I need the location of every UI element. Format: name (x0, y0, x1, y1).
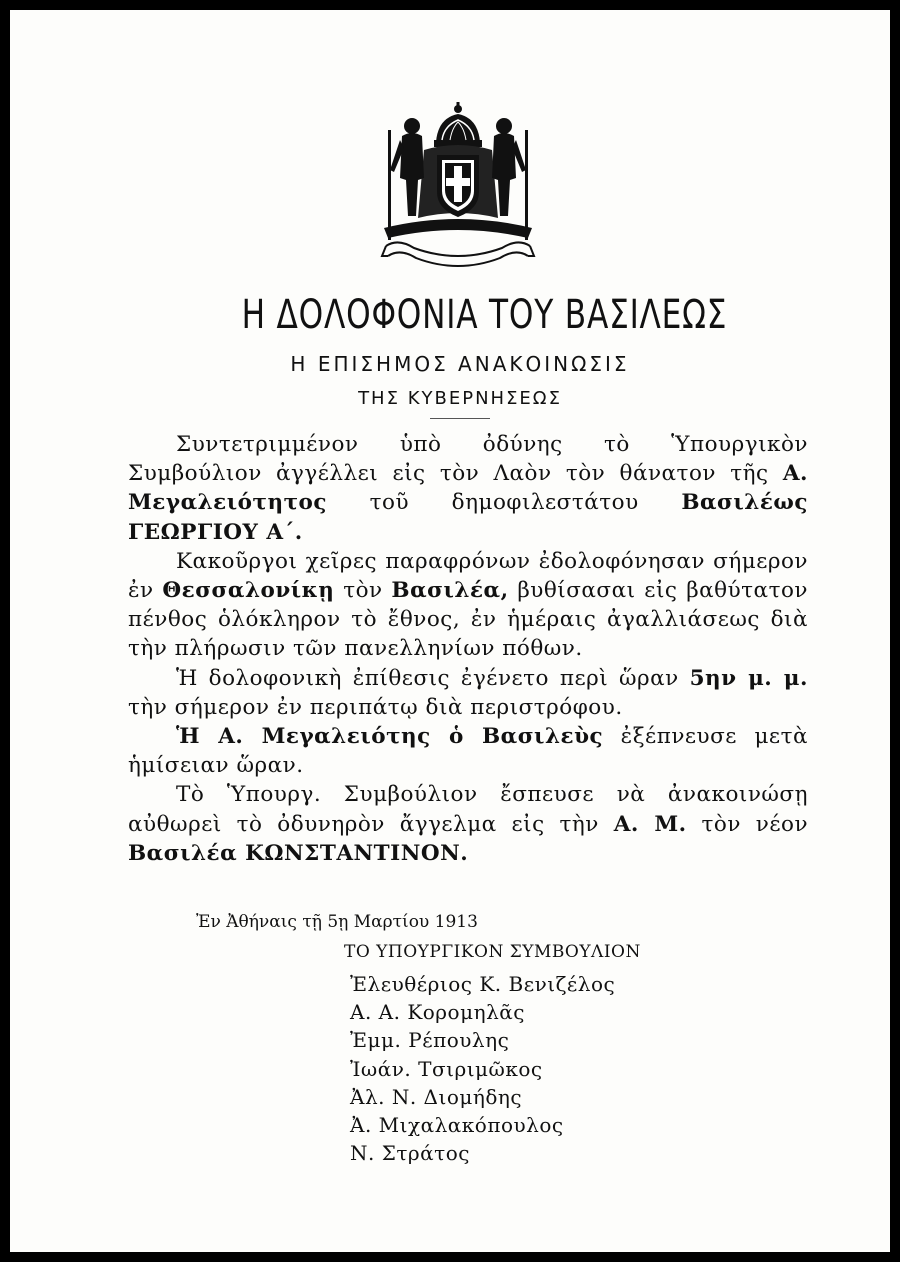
bold-run: 5ην μ. μ. (689, 665, 808, 691)
crown-icon (434, 102, 482, 147)
text-run: τὸν (343, 578, 383, 604)
paragraph (128, 664, 808, 722)
text-run: βυθίσασαι εἰς βαθύτατον πένθος ὁλόκληρον τὸ ἔθνος, ἐν ἡμέραις ἀγαλλιάσεως διὰ τὴν πλήρωσιν τῶν πανελληνίων πόθων. (128, 578, 808, 662)
document-page (10, 10, 890, 1252)
bold-run: Α. Μεγαλειότητος (128, 461, 808, 516)
subtitle: Η ΕΠΙΣΗΜΟΣ ΑΝΑΚΟΙΝΩΣΙΣ (290, 352, 630, 376)
paragraph (128, 722, 808, 780)
bold-run: Α. Μ. (613, 811, 687, 837)
signatory: Ἀλ. Ν. Διομήδης (350, 1084, 523, 1109)
shield-icon (438, 156, 478, 216)
date-line: Ἐν Ἀθήναις τῇ 5ῃ Μαρτίου 1913 (196, 912, 478, 932)
text-run: Ἡ δολοφονικὴ ἐπίθεσις ἐγένετο περὶ ὥραν (176, 665, 679, 691)
signatory: Ἀ. Μιχαλακόπουλος (350, 1113, 564, 1138)
text-run: ἐξέπνευσε μετὰ ἡμίσειαν ὥραν. (128, 724, 808, 779)
announcement-body (128, 430, 808, 868)
bold-run: Θεσσαλονίκῃ (162, 578, 335, 604)
bold-run: Ἡ Α. Μεγαλειότης ὁ Βασιλεὺς (176, 724, 604, 750)
text-run: Τὸ Ὑπουργ. Συμβούλιον ἔσπευσε νὰ ἀνακοινώσῃ αὐθωρεὶ τὸ ὀδυνηρὸν ἄγγελμα εἰς τὴν (128, 782, 808, 837)
page-title: Η ΔΟΛΟΦΟΝΙΑ ΤΟΥ ΒΑΣΙΛΕΩΣ (241, 292, 728, 338)
text-run: Κακοῦργοι χεῖρες παραφρόνων ἐδολοφόνησαν σήμερον ἐν (128, 548, 808, 604)
signatory-list (350, 970, 615, 1167)
signatory: Ἰωάν. Τσιριμῶκος (350, 1056, 543, 1081)
text-run: τοῦ δημοφιλεστάτου (369, 490, 639, 516)
ministry-heading: ΤΟ ΥΠΟΥΡΓΙΚΟΝ ΣΥΜΒΟΥΛΙΟΝ (344, 942, 641, 962)
bold-run: Βασιλέως ΓΕΩΡΓΙΟΥ Α΄. (128, 490, 808, 545)
paragraph (128, 430, 808, 547)
coat-of-arms-icon (378, 100, 538, 275)
signatory: Ν. Στράτος (350, 1141, 470, 1166)
text-run: τὴν σήμερον ἐν περιπάτῳ διὰ περιστρόφου. (128, 694, 623, 720)
signatory: Α. Α. Κορομηλᾶς (350, 1000, 525, 1025)
divider (430, 418, 490, 419)
paragraph (128, 780, 808, 868)
text-run: τὸν νέον (701, 811, 809, 837)
signatory: Ἐμμ. Ρέπουλης (350, 1028, 510, 1053)
bold-run: Βασιλέα ΚΩΝΣΤΑΝΤΙΝΟΝ. (128, 840, 469, 866)
text-run: Συντετριμμένον ὑπὸ ὀδύνης τὸ Ὑπουργικὸν Συμβούλιον ἀγγέλλει εἰς τὸν Λαὸν τὸν θάνατον τῆς (128, 432, 808, 487)
paragraph (128, 547, 808, 664)
subtitle-secondary: ΤΗΣ ΚΥΒΕΡΝΗΣΕΩΣ (358, 388, 562, 409)
signatory: Ἐλευθέριος Κ. Βενιζέλος (350, 972, 616, 996)
motto-ribbon (382, 242, 534, 266)
bold-run: Βασιλέα, (391, 578, 509, 604)
